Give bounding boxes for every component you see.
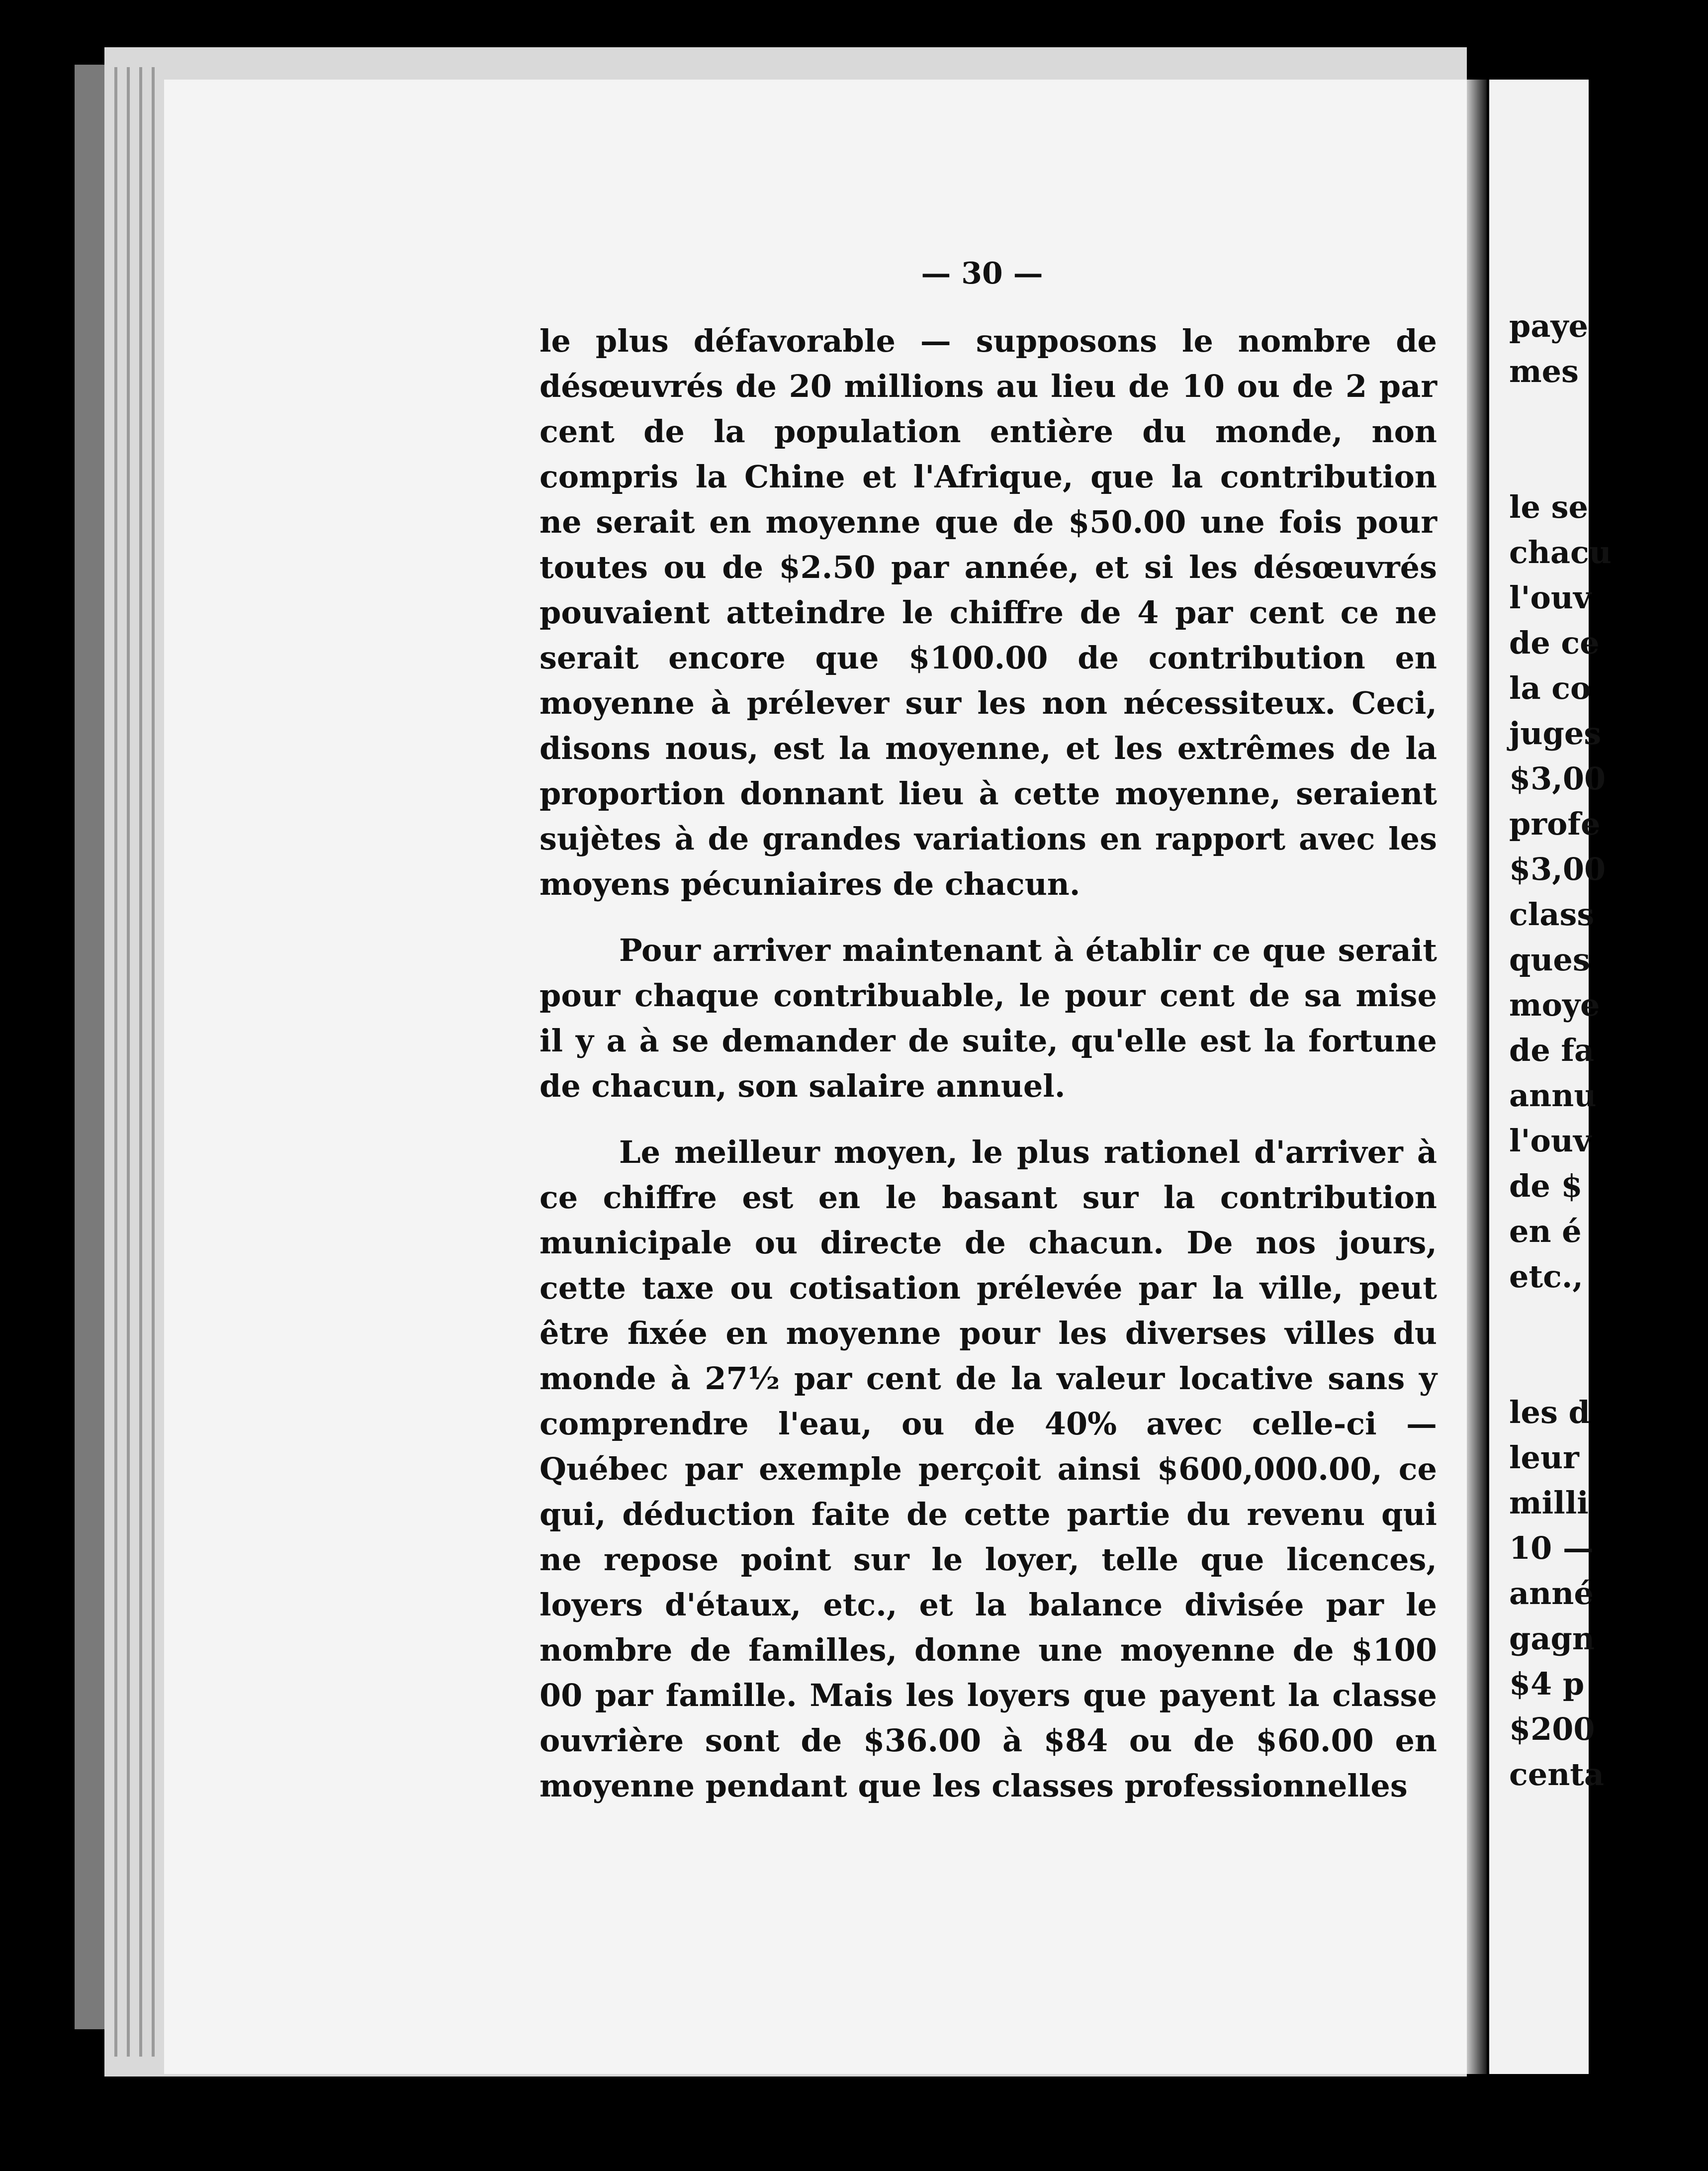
- book-gutter: [1467, 80, 1487, 2074]
- page-number: — 30 —: [921, 256, 1043, 291]
- right-page-line: moye: [1509, 987, 1600, 1023]
- right-page-line: leur: [1509, 1439, 1579, 1476]
- right-page-line: [1509, 439, 1708, 484]
- paragraph: Le meilleur moyen, le plus rationel d'arriver à ce chiffre est en le basant sur la contribution municipale ou directe de chacun. De nos jours, cette taxe ou cotisation prélevée par la ville, peut être fixée en moyenne pour les diverses villes du monde à 27½ par cent de la valeur locative sans y comprendre l'eau, ou de 40% avec celle-ci — Québec par exemple perçoit ainsi $600,000.00, ce qui, déduction faite de cette partie du revenu qui ne repose point sur le loyer, telle que licences, loyers d'étaux, etc., et la balance divisée par le nombre de familles, donne une moyenne de $100 00 par famille. Mais les loyers que payent la classe ouvrière sont de $36.00 à $84 ou de $60.00 en moyenne pendant que les classes professionnelles: [539, 1134, 1437, 1804]
- right-page-line: $4 p: [1509, 1666, 1585, 1702]
- right-page-line: l'ouv: [1509, 579, 1591, 616]
- right-page-line: centa: [1509, 1756, 1605, 1793]
- right-page-line: mes: [1509, 353, 1579, 389]
- right-page-line: [1509, 1299, 1708, 1344]
- right-page-line: ques: [1509, 942, 1590, 978]
- right-page-line: la co: [1509, 670, 1591, 706]
- right-page-line: $3,00: [1509, 760, 1606, 797]
- right-page-line: de $: [1509, 1168, 1583, 1204]
- right-page-line: de ce: [1509, 625, 1600, 661]
- right-page-line: etc.,: [1509, 1258, 1584, 1295]
- right-page-line: $200: [1509, 1711, 1595, 1747]
- right-page-line: les d: [1509, 1394, 1590, 1430]
- right-page-line: [1509, 394, 1708, 439]
- right-page-line: [1509, 1344, 1708, 1390]
- right-page-line: gagn: [1509, 1620, 1595, 1657]
- right-page-line: class: [1509, 896, 1595, 933]
- right-page-line: milli: [1509, 1485, 1589, 1521]
- paragraph: le plus défavorable — supposons le nombre de désœuvrés de 20 millions au lieu de 10 ou de 2 par cent de la population entière du monde, non compris la Chine et l'Afrique, que la contribution ne serait en moyenne que de $50.00 une fois pour toutes ou de $2.50 par année, et si les désœuvrés pouvaient atteindre le chiffre de 4 par cent ce ne serait encore que $100.00 de contribution en moyenne à prélever sur les non nécessiteux. Ceci, disons nous, est la moyenne, et les extrêmes de la proportion donnant lieu à cette moyenne, seraient sujètes à de grandes variations en rapport avec les moyens pécuniaires de chacun.: [539, 323, 1437, 902]
- right-page-text: [1509, 303, 1708, 1797]
- right-page-line: l'ouv: [1509, 1123, 1591, 1159]
- right-page-line: 10 —: [1509, 1530, 1594, 1566]
- right-page-line: annu: [1509, 1077, 1597, 1114]
- right-page-line: de fa: [1509, 1032, 1595, 1068]
- paragraph: Pour arriver maintenant à établir ce que serait pour chaque contribuable, le pour cent de sa mise il y a à se demander de suite, qu'elle est la fortune de chacun, son salaire annuel.: [539, 932, 1437, 1104]
- right-page-line: le se: [1509, 489, 1588, 525]
- right-page-line: profe: [1509, 806, 1601, 842]
- right-page: [1489, 80, 1612, 2074]
- right-page-line: anné: [1509, 1575, 1594, 1611]
- right-page-line: chacu: [1509, 534, 1612, 570]
- body-text: [539, 318, 1437, 1808]
- right-page-line: en é: [1509, 1213, 1582, 1249]
- right-page-line: paye: [1509, 308, 1588, 344]
- right-page-line: $3,00: [1509, 851, 1606, 887]
- right-page-line: juges: [1509, 715, 1602, 752]
